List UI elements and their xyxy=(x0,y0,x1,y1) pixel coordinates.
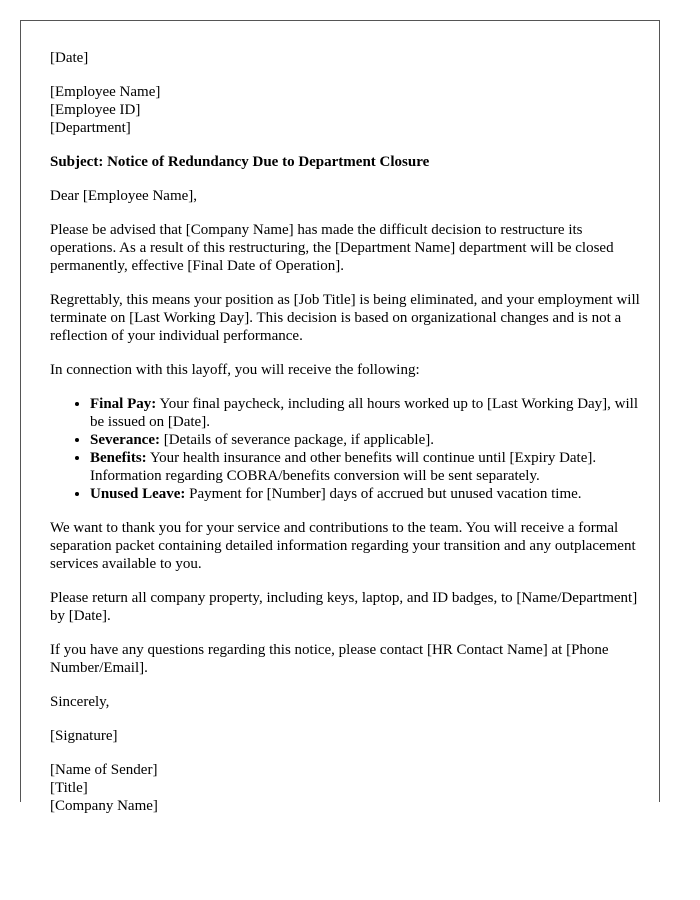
list-item-term: Unused Leave: xyxy=(90,486,186,502)
recipient-id: [Employee ID] xyxy=(50,102,141,118)
list-item-term: Severance: xyxy=(90,432,160,448)
list-item-text: Your health insurance and other benefits will continue until [Expiry Date]. Information regarding COBRA/benefits conversion will be sent separately. xyxy=(90,450,597,484)
letter-subject: Subject: Notice of Redundancy Due to Department Closure xyxy=(50,154,430,170)
list-item-term: Final Pay: xyxy=(90,396,157,412)
recipient-department: [Department] xyxy=(50,120,131,136)
paragraph-layoff-intro: In connection with this layoff, you will receive the following: xyxy=(50,362,420,378)
list-item xyxy=(90,395,640,431)
list-item xyxy=(90,449,640,485)
closing: Sincerely, xyxy=(50,694,110,710)
list-item-text: Payment for [Number] days of accrued but unused vacation time. xyxy=(185,486,582,502)
list-item xyxy=(90,485,640,503)
recipient-block xyxy=(50,83,640,137)
list-item xyxy=(90,431,640,449)
paragraph-restructure: Please be advised that [Company Name] has made the difficult decision to restructure its operations. As a result of this restructuring, the [Department Name] department will be closed permanently, effective [Final Date of Operation]. xyxy=(50,222,614,274)
signature: [Signature] xyxy=(50,728,118,744)
sender-block xyxy=(50,761,640,815)
sender-name: [Name of Sender] xyxy=(50,762,158,778)
letter-page xyxy=(20,20,660,814)
letter-date: [Date] xyxy=(50,50,89,66)
letter-content xyxy=(50,49,640,831)
paragraph-return-property: Please return all company property, including keys, laptop, and ID badges, to [Name/Department] by [Date]. xyxy=(50,590,638,624)
sender-title: [Title] xyxy=(50,780,88,796)
sender-company: [Company Name] xyxy=(50,798,158,814)
list-item-text: [Details of severance package, if applicable]. xyxy=(159,432,434,448)
list-item-text: Your final paycheck, including all hours worked up to [Last Working Day], will be issued on [Date]. xyxy=(90,396,639,430)
benefits-list xyxy=(50,395,640,503)
recipient-name: [Employee Name] xyxy=(50,84,161,100)
paragraph-questions: If you have any questions regarding this notice, please contact [HR Contact Name] at [Phone Number/Email]. xyxy=(50,642,609,676)
paragraph-thanks: We want to thank you for your service and contributions to the team. You will receive a formal separation packet containing detailed information regarding your transition and any outplacement services available to you. xyxy=(50,520,636,572)
list-item-term: Benefits: xyxy=(90,450,147,466)
paragraph-position: Regrettably, this means your position as [Job Title] is being eliminated, and your employment will terminate on [Last Working Day]. This decision is based on organizational changes and is not a reflection of your individual performance. xyxy=(50,292,640,344)
salutation: Dear [Employee Name], xyxy=(50,188,198,204)
